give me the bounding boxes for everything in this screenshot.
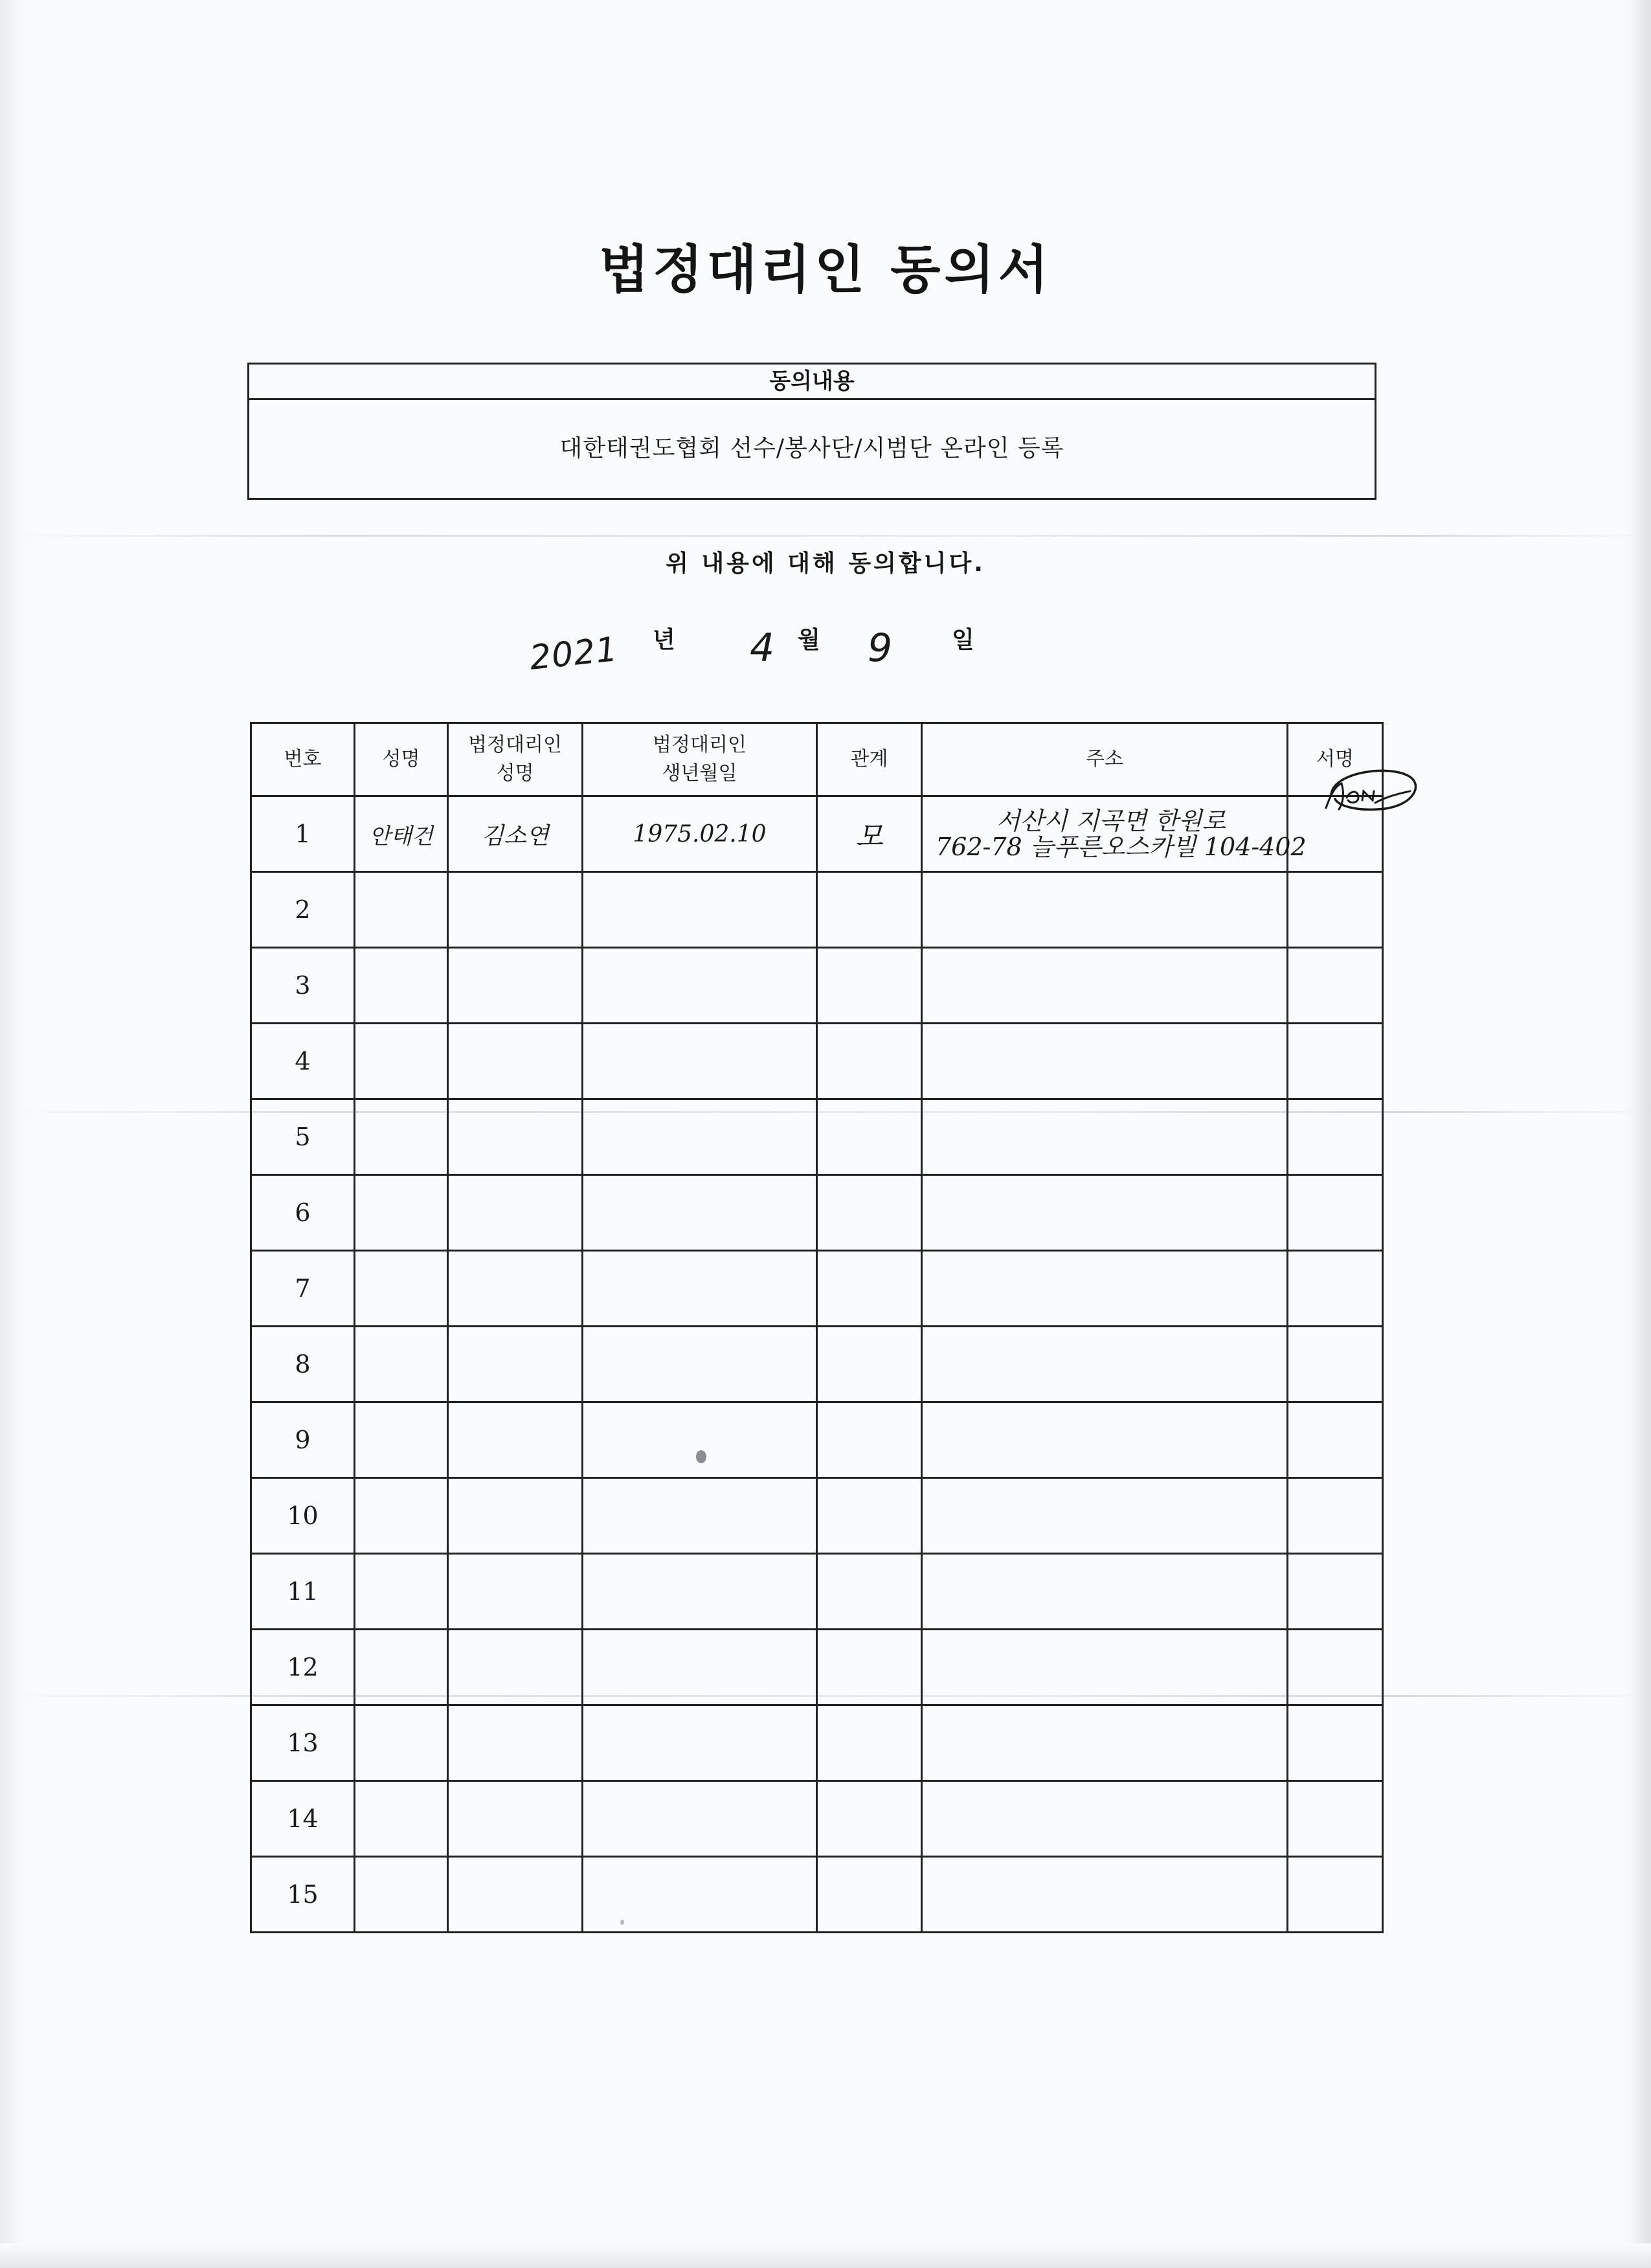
- table-row: [251, 1781, 1383, 1857]
- row-name: [355, 1630, 448, 1705]
- row-guardian-name: [448, 1857, 583, 1933]
- table-row: [251, 1327, 1383, 1402]
- row-number: 14: [251, 1781, 355, 1857]
- row-guardian-birth: [583, 1024, 817, 1099]
- row-relation: [817, 1402, 922, 1478]
- row-number: 6: [251, 1175, 355, 1251]
- row-guardian-birth: [583, 1251, 817, 1327]
- row-relation: [817, 1327, 922, 1402]
- row-address: [922, 1705, 1288, 1781]
- table-row: [251, 1402, 1383, 1478]
- row-signature-cell: [1288, 1175, 1383, 1251]
- date-year-label: 년: [653, 627, 675, 653]
- header-guardian-birth-line2: 생년월일: [662, 762, 737, 785]
- row-relation: [817, 1554, 922, 1630]
- row-relation: 모: [817, 796, 922, 872]
- table-row: [251, 1705, 1383, 1781]
- agree-statement: 위 내용에 대해 동의합니다.: [666, 550, 985, 577]
- row-number: 1: [251, 796, 355, 872]
- table-row: [251, 1857, 1383, 1933]
- header-guardian-name-line1: 법정대리인: [468, 734, 562, 756]
- table-row: [251, 1175, 1383, 1251]
- row-number: 7: [251, 1251, 355, 1327]
- row-guardian-name: [448, 1251, 583, 1327]
- row-name: [355, 1478, 448, 1554]
- row-name: [355, 1024, 448, 1099]
- paper-fold-line: [0, 535, 1651, 537]
- row-guardian-birth: [583, 1857, 817, 1933]
- row-signature-cell: [1288, 1781, 1383, 1857]
- row-address: [922, 1630, 1288, 1705]
- table-row: [251, 1630, 1383, 1705]
- header-address: 주소: [922, 723, 1288, 796]
- date-day-value: 9: [868, 625, 893, 671]
- scan-edge-bottom: [0, 2243, 1651, 2268]
- header-guardian-birth-line1: 법정대리인: [653, 734, 747, 756]
- date-month-label: 월: [798, 627, 820, 653]
- consent-roster-table: [250, 722, 1384, 1933]
- row-name: [355, 1781, 448, 1857]
- row-relation: [817, 948, 922, 1024]
- date-day-label: 일: [952, 627, 974, 653]
- row-guardian-name: [448, 1781, 583, 1857]
- row-address: [922, 796, 1307, 872]
- row-relation: [817, 1630, 922, 1705]
- row-number: 12: [251, 1630, 355, 1705]
- row-number: 8: [251, 1327, 355, 1402]
- row-signature-cell: [1288, 948, 1383, 1024]
- row-relation: [817, 872, 922, 948]
- row-guardian-birth: 1975.02.10: [583, 796, 817, 872]
- row-guardian-birth: [583, 1630, 817, 1705]
- row-name: [355, 948, 448, 1024]
- row-relation: [817, 1478, 922, 1554]
- table-row: [251, 1099, 1383, 1175]
- row-guardian-birth: [583, 1175, 817, 1251]
- row-guardian-birth: [583, 1327, 817, 1402]
- header-name: 성명: [355, 723, 448, 796]
- scan-edge-left: [0, 0, 34, 2268]
- row-signature-cell: [1288, 1402, 1383, 1478]
- scan-edge-right: [1621, 0, 1651, 2268]
- table-row: [251, 948, 1383, 1024]
- row-address: [922, 948, 1288, 1024]
- row-relation: [817, 1705, 922, 1781]
- header-number: 번호: [251, 723, 355, 796]
- row-signature-cell: [1288, 1630, 1383, 1705]
- row-address: [922, 1099, 1288, 1175]
- row-name: [355, 1705, 448, 1781]
- row-number: 9: [251, 1402, 355, 1478]
- row-signature-cell: [1288, 1857, 1383, 1933]
- table-row: [251, 796, 1383, 872]
- row-number: 10: [251, 1478, 355, 1554]
- row-signature-cell: [1288, 1024, 1383, 1099]
- handwritten-signature-icon: [1313, 758, 1423, 829]
- row-address: [922, 872, 1288, 948]
- row-name: [355, 872, 448, 948]
- row-number: 4: [251, 1024, 355, 1099]
- row-signature-cell: [1288, 1251, 1383, 1327]
- header-guardian-name-line2: 성명: [496, 762, 534, 785]
- row-name: [355, 1554, 448, 1630]
- row-address: [922, 1781, 1288, 1857]
- row-address: [922, 1554, 1288, 1630]
- table-header-row: [251, 723, 1383, 796]
- row-name: [355, 1251, 448, 1327]
- row-guardian-birth: [583, 1781, 817, 1857]
- row-name: [355, 1175, 448, 1251]
- row-guardian-name: [448, 1402, 583, 1478]
- scan-speck: [696, 1450, 706, 1463]
- row-number: 5: [251, 1099, 355, 1175]
- row-relation: [817, 1781, 922, 1857]
- row-address: [922, 1175, 1288, 1251]
- row-relation: [817, 1251, 922, 1327]
- row-guardian-name: [448, 1175, 583, 1251]
- header-guardian-name: [448, 723, 583, 796]
- row-guardian-birth: [583, 1705, 817, 1781]
- row-guardian-name: [448, 1099, 583, 1175]
- row-signature-cell: [1288, 1099, 1383, 1175]
- consent-box: [247, 363, 1376, 500]
- header-guardian-birth: [583, 723, 817, 796]
- row-address: [922, 1024, 1288, 1099]
- row-name: [355, 1402, 448, 1478]
- row-address-line1: 서산시 지곡면 한원로: [996, 807, 1226, 835]
- scan-speck: [620, 1920, 624, 1925]
- table-row: [251, 1554, 1383, 1630]
- row-relation: [817, 1099, 922, 1175]
- row-guardian-name: [448, 1478, 583, 1554]
- row-address: [922, 1327, 1288, 1402]
- row-address: [922, 1478, 1288, 1554]
- table-row: [251, 872, 1383, 948]
- row-number: 2: [251, 872, 355, 948]
- row-guardian-name: [448, 1705, 583, 1781]
- row-guardian-birth: [583, 948, 817, 1024]
- row-signature-cell: [1288, 1554, 1383, 1630]
- row-relation: [817, 1024, 922, 1099]
- header-signature: 서명: [1288, 723, 1383, 796]
- row-guardian-birth: [583, 1554, 817, 1630]
- consent-text: 대한태권도협회 선수/봉사단/시범단 온라인 등록: [559, 435, 1064, 462]
- row-address: [922, 1251, 1288, 1327]
- row-guardian-name: [448, 948, 583, 1024]
- row-signature-cell: [1288, 1327, 1383, 1402]
- row-guardian-birth: [583, 1099, 817, 1175]
- row-name: [355, 1099, 448, 1175]
- row-signature-cell: [1288, 1478, 1383, 1554]
- row-number: 3: [251, 948, 355, 1024]
- row-signature-cell: [1288, 872, 1383, 948]
- row-signature-cell: [1288, 1705, 1383, 1781]
- row-address: [922, 1402, 1288, 1478]
- row-guardian-name: [448, 872, 583, 948]
- row-guardian-name: [448, 1630, 583, 1705]
- row-relation: [817, 1175, 922, 1251]
- row-number: 13: [251, 1705, 355, 1781]
- row-guardian-birth: [583, 872, 817, 948]
- row-address-line2: 762-78 늘푸른오스카빌 104-402: [936, 833, 1307, 861]
- row-name: [355, 1857, 448, 1933]
- row-name: [355, 1327, 448, 1402]
- row-name: 안태건: [355, 796, 448, 872]
- row-guardian-name: [448, 1554, 583, 1630]
- document-title: 법정대리인 동의서: [598, 240, 1053, 300]
- table-row: [251, 1478, 1383, 1554]
- row-address: [922, 1857, 1288, 1933]
- header-relation: 관계: [817, 723, 922, 796]
- date-month-value: 4: [750, 625, 776, 671]
- row-guardian-birth: [583, 1402, 817, 1478]
- table-row: [251, 1024, 1383, 1099]
- consent-header: 동의내용: [249, 365, 1375, 400]
- row-guardian-name: [448, 1024, 583, 1099]
- row-number: 11: [251, 1554, 355, 1630]
- row-guardian-birth: [583, 1478, 817, 1554]
- date-year-value: 2021: [528, 630, 620, 678]
- row-guardian-name: [448, 1327, 583, 1402]
- row-number: 15: [251, 1857, 355, 1933]
- table-row: [251, 1251, 1383, 1327]
- row-guardian-name: 김소연: [448, 796, 583, 872]
- row-relation: [817, 1857, 922, 1933]
